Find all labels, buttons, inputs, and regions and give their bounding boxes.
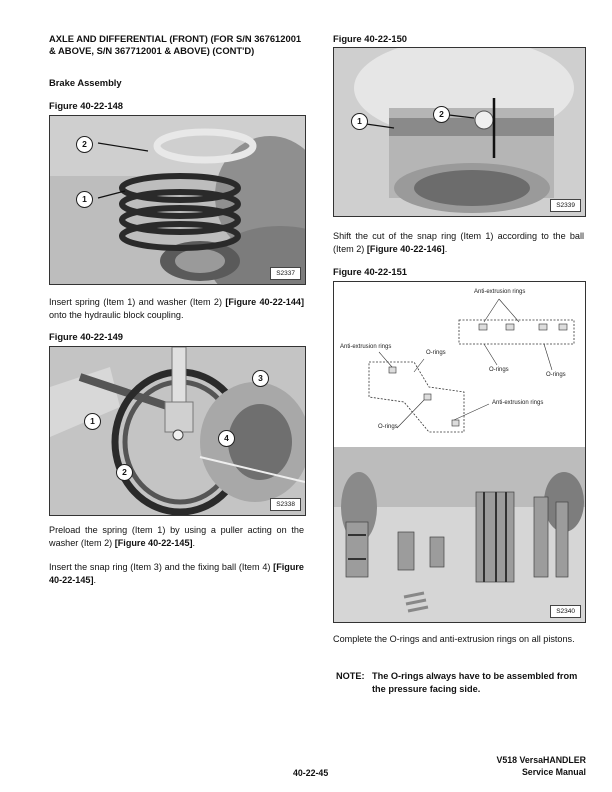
callout-4: 4 xyxy=(218,430,235,447)
figure-code: S2339 xyxy=(550,199,581,212)
page-number: 40-22-45 xyxy=(293,768,329,778)
callout-1: 1 xyxy=(76,191,93,208)
label-anti-extrusion-top: Anti-extrusion rings xyxy=(474,289,526,295)
paragraph-insert-spring: Insert spring (Item 1) and washer (Item 2) [Figure 40-22-144] onto the hydraulic block coupling. xyxy=(49,297,304,320)
callout-2: 2 xyxy=(76,136,93,153)
label-orings-right: O-rings xyxy=(546,372,566,378)
callout-1: 1 xyxy=(84,413,101,430)
callout-2: 2 xyxy=(116,464,133,481)
figure-148-label: Figure 40-22-148 xyxy=(49,100,123,111)
note-text: The O-rings always have to be assembled from the pressure facing side. xyxy=(372,671,578,694)
figure-code: S2340 xyxy=(550,605,581,618)
figure-code: S2338 xyxy=(270,498,301,511)
footer-product: V518 VersaHANDLER Service Manual xyxy=(496,755,586,777)
callout-1: 1 xyxy=(351,113,368,130)
label-orings-bottom: O-rings xyxy=(378,424,398,430)
figure-149-label: Figure 40-22-149 xyxy=(49,331,123,342)
label-orings-left: O-rings xyxy=(426,350,446,356)
figure-151-label: Figure 40-22-151 xyxy=(333,266,407,277)
figure-150-photo xyxy=(333,47,586,217)
note-block xyxy=(336,670,586,695)
paragraph-insert-snap-ring: Insert the snap ring (Item 3) and the fixing ball (Item 4) [Figure 40-22-145]. xyxy=(49,562,304,585)
figure-code: S2337 xyxy=(270,267,301,280)
callout-3: 3 xyxy=(252,370,269,387)
snap-ring-illustration xyxy=(334,48,585,216)
figure-150-label: Figure 40-22-150 xyxy=(333,33,407,44)
subsection-title: Brake Assembly xyxy=(49,77,122,88)
oring-cross-section-diagram xyxy=(334,282,585,447)
paragraph-complete-orings: Complete the O-rings and anti-extrusion rings on all pistons. xyxy=(333,634,575,644)
label-orings-mid: O-rings xyxy=(489,367,509,373)
label-anti-extrusion-mid: Anti-extrusion rings xyxy=(492,400,544,406)
figure-148-photo xyxy=(49,115,306,285)
pistons-photo xyxy=(334,447,585,622)
label-anti-extrusion-left: Anti-extrusion rings xyxy=(340,344,392,350)
callout-2: 2 xyxy=(433,106,450,123)
figure-151-panel xyxy=(333,281,586,623)
paragraph-shift-cut: Shift the cut of the snap ring (Item 1) according to the ball (Item 2) [Figure 40-22-146]. xyxy=(333,231,584,254)
figure-149-photo xyxy=(49,346,306,516)
section-title: AXLE AND DIFFERENTIAL (FRONT) (FOR S/N 367612001 & ABOVE, S/N 367712001 & ABOVE) (CONT'D) xyxy=(49,33,302,56)
note-label: NOTE: xyxy=(336,671,365,681)
paragraph-preload-spring: Preload the spring (Item 1) by using a puller acting on the washer (Item 2) [Figure 40-22-145]. xyxy=(49,525,304,548)
